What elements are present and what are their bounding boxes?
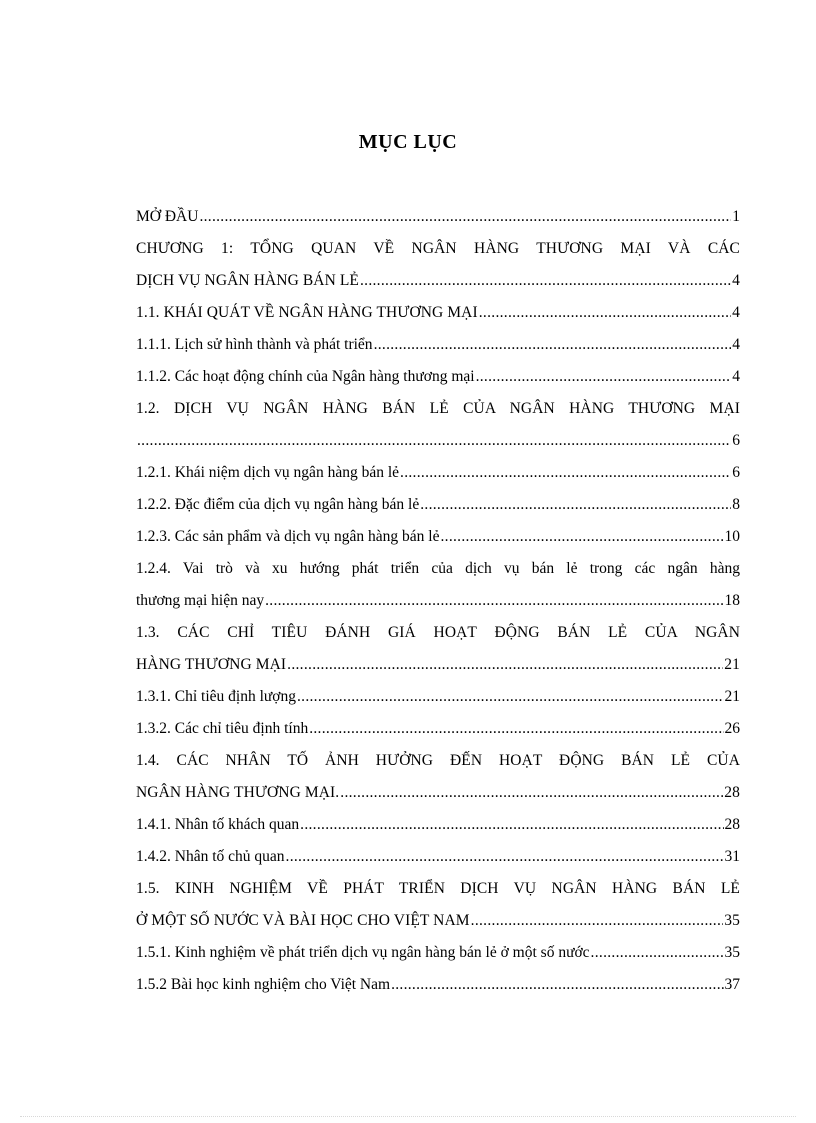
dot-leader [420, 489, 731, 521]
dot-leader [340, 777, 723, 809]
toc-entry-1-2-4[interactable] [136, 585, 740, 617]
toc-entry-text: HÀNG THƯƠNG MẠI [136, 656, 287, 673]
toc-page-number: 31 [724, 848, 740, 865]
toc-entry-mo-dau[interactable] [136, 201, 740, 233]
toc-entry-1-3-2[interactable] [136, 713, 740, 745]
toc-entry-1-4-2[interactable] [136, 841, 740, 873]
dot-leader [391, 969, 723, 1001]
dot-leader [300, 809, 723, 841]
toc-page-number: 18 [724, 592, 740, 609]
toc-entry-text: NGÂN HÀNG THƯƠNG MẠI. [136, 784, 340, 801]
toc-page-number: 37 [724, 976, 740, 993]
dot-leader [374, 329, 732, 361]
toc-entry-1-2-1[interactable] [136, 457, 740, 489]
toc-page-number: 4 [732, 368, 740, 385]
page-title: MỤC LỤC [358, 131, 458, 153]
toc-entry-text: 1.1.1. Lịch sử hình thành và phát triển [136, 336, 373, 353]
toc-page-number: 4 [732, 304, 740, 321]
toc-page-number: 21 [724, 656, 740, 673]
dot-leader [471, 905, 724, 937]
toc-entry-1-5-1[interactable] [136, 937, 740, 969]
dot-leader [476, 361, 732, 393]
toc-entry-1-2-2[interactable] [136, 489, 740, 521]
toc-entry-1-2-line1[interactable]: 1.2. DỊCH VỤ NGÂN HÀNG BÁN LẺ CỦA NGÂN HÀNG THƯƠNG MẠI [136, 400, 740, 417]
toc-entry-1-4-1[interactable] [136, 809, 740, 841]
toc-entry-text: 1.1.2. Các hoạt động chính của Ngân hàng thương mại [136, 368, 475, 385]
toc-entry-1-3[interactable] [136, 649, 740, 681]
dot-leader [137, 425, 731, 457]
dot-leader [360, 265, 731, 297]
toc-page-number: 10 [724, 528, 740, 545]
table-of-contents [136, 201, 740, 1001]
toc-entry-text: thương mại hiện nay [136, 592, 265, 609]
toc-entry-text: 1.4.2. Nhân tố chủ quan [136, 848, 285, 865]
dot-leader [309, 713, 723, 745]
toc-page-number: 26 [724, 720, 740, 737]
toc-page-number: 28 [724, 816, 740, 833]
toc-entry-text: MỞ ĐẦU [136, 208, 199, 225]
toc-entry-text: DỊCH VỤ NGÂN HÀNG BÁN LẺ [136, 272, 359, 289]
toc-page-number: 6 [732, 432, 740, 449]
toc-entry-text: 1.5.2 Bài học kinh nghiệm cho Việt Nam [136, 976, 391, 993]
toc-entry-1-4-line1[interactable]: 1.4. CÁC NHÂN TỐ ẢNH HƯỞNG ĐẾN HOẠT ĐỘNG BÁN LẺ CỦA [136, 752, 740, 769]
toc-entry-1-3-1[interactable] [136, 681, 740, 713]
dot-leader [297, 681, 724, 713]
dot-leader [400, 457, 731, 489]
toc-entry-chuong-1-line1[interactable]: CHƯƠNG 1: TỔNG QUAN VỀ NGÂN HÀNG THƯƠNG MẠI VÀ CÁC [136, 240, 740, 257]
dot-leader [265, 585, 723, 617]
toc-entry-text: 1.4.1. Nhân tố khách quan [136, 816, 300, 833]
toc-entry-1-5-2[interactable] [136, 969, 740, 1001]
dot-leader [199, 201, 731, 233]
toc-entry-1-1-2[interactable] [136, 361, 740, 393]
dot-leader [591, 937, 724, 969]
toc-entry-1-2-4-line1[interactable]: 1.2.4. Vai trò và xu hướng phát triển của dịch vụ bán lẻ trong các ngân hàng [136, 560, 740, 577]
toc-page-number: 6 [732, 464, 740, 481]
toc-entry-text: 1.2.1. Khái niệm dịch vụ ngân hàng bán lẻ [136, 464, 400, 481]
toc-entry-1-5[interactable] [136, 905, 740, 937]
toc-entry-chuong-1[interactable] [136, 265, 740, 297]
toc-page-number: 21 [724, 688, 740, 705]
toc-page-number: 35 [724, 912, 740, 929]
toc-entry-text: 1.3.2. Các chỉ tiêu định tính [136, 720, 309, 737]
toc-entry-1-2-3[interactable] [136, 521, 740, 553]
dot-leader [440, 521, 723, 553]
toc-entry-text: 1.2.2. Đặc điểm của dịch vụ ngân hàng bán lẻ [136, 496, 420, 513]
toc-entry-1-2[interactable] [136, 425, 740, 457]
toc-entry-1-3-line1[interactable]: 1.3. CÁC CHỈ TIÊU ĐÁNH GIÁ HOẠT ĐỘNG BÁN LẺ CỦA NGÂN [136, 624, 740, 641]
toc-page-number: 4 [732, 272, 740, 289]
toc-entry-text: Ở MỘT SỐ NƯỚC VÀ BÀI HỌC CHO VIỆT NAM [136, 912, 470, 929]
toc-page-number: 8 [732, 496, 740, 513]
toc-page-number: 1 [732, 208, 740, 225]
dot-leader [287, 649, 723, 681]
toc-page-number: 4 [732, 336, 740, 353]
toc-entry-text: 1.3.1. Chỉ tiêu định lượng [136, 688, 296, 705]
toc-entry-text: 1.5.1. Kinh nghiệm về phát triển dịch vụ ngân hàng bán lẻ ở một số nước [136, 944, 590, 961]
toc-page-number: 35 [724, 944, 740, 961]
toc-entry-text: 1.1. KHÁI QUÁT VỀ NGÂN HÀNG THƯƠNG MẠI [136, 304, 478, 321]
toc-entry-1-1-1[interactable] [136, 329, 740, 361]
page-bottom-divider [20, 1116, 796, 1117]
toc-entry-text: 1.2.3. Các sản phẩm và dịch vụ ngân hàng bán lẻ [136, 528, 440, 545]
toc-entry-1-5-line1[interactable]: 1.5. KINH NGHIỆM VỀ PHÁT TRIỂN DỊCH VỤ NGÂN HÀNG BÁN LẺ [136, 880, 740, 897]
toc-entry-1-4[interactable] [136, 777, 740, 809]
dot-leader [286, 841, 724, 873]
toc-page-number: 28 [724, 784, 740, 801]
toc-entry-1-1[interactable] [136, 297, 740, 329]
dot-leader [479, 297, 731, 329]
